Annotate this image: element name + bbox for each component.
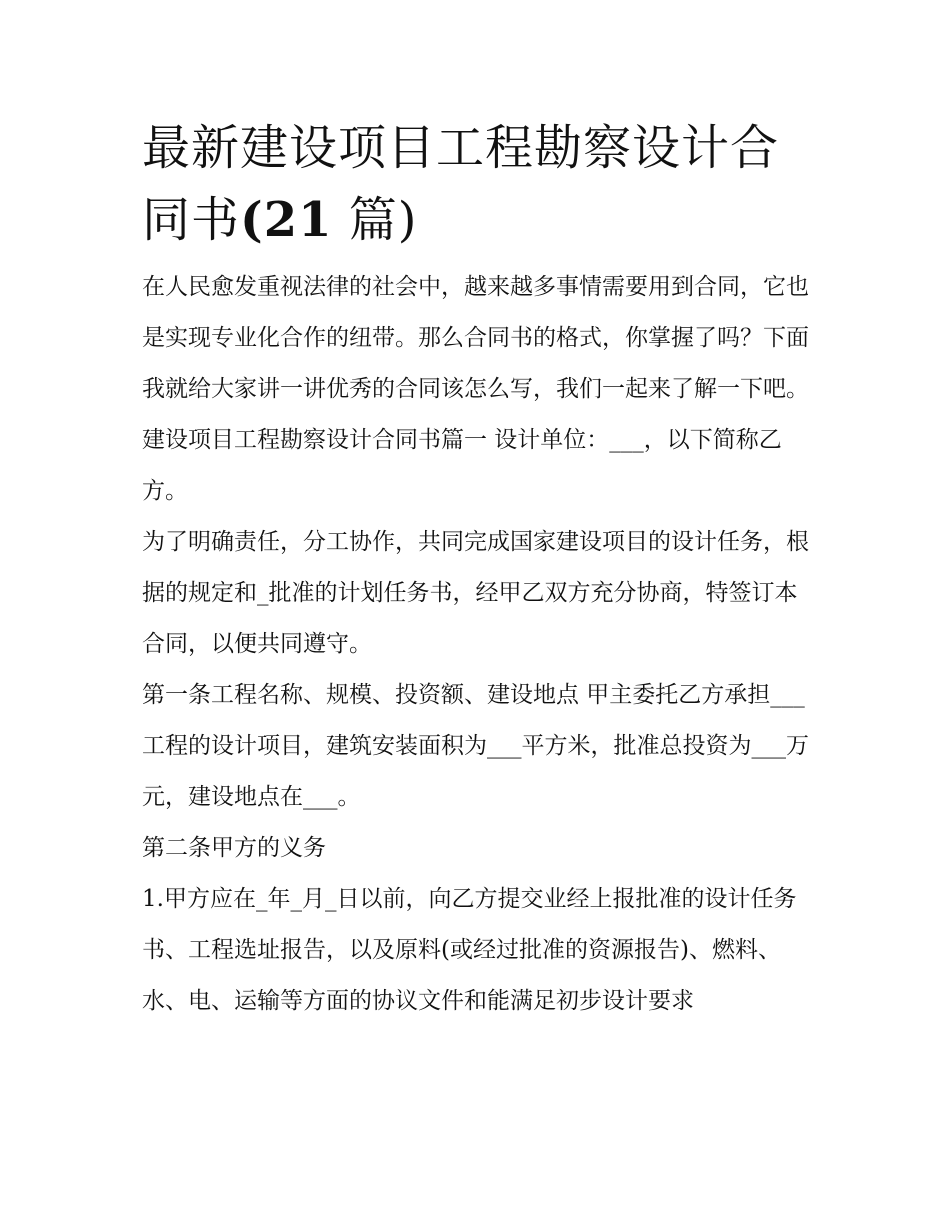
designer-paragraph: 建设项目工程勘察设计合同书篇一 设计单位：___，以下简称乙方。 [142, 427, 782, 504]
article-2-heading: 第二条甲方的义务 [142, 835, 326, 861]
purpose-paragraph: 为了明确责任，分工协作，共同完成国家建设项目的设计任务，根据的规定和_批准的计划任务书，经甲乙双方充分协商，特签订本合同，以便共同遵守。 [142, 529, 809, 657]
article-1-paragraph: 第一条工程名称、规模、投资额、建设地点 甲主委托乙方承担___工程的设计项目，建筑安装面积为___平方米，批准总投资为___万元，建设地点在___。 [142, 682, 809, 810]
document-body [142, 112, 814, 1027]
document-title [142, 112, 814, 256]
title-text-main: 最新建设项目工程勘察设计合同书 [142, 120, 780, 248]
intro-paragraph: 在人民愈发重视法律的社会中，越来越多事情需要用到合同，它也是实现专业化合作的纽带。那么合同书的格式，你掌握了吗？下面我就给大家讲一讲优秀的合同该怎么写，我们一起来了解一下吧。 [142, 274, 809, 402]
article-2-item-1-paragraph: 1.甲方应在_年_月_日以前，向乙方提交业经上报批准的设计任务书、工程选址报告，以及原料(或经过批准的资源报告)、燃料、水、电、运输等方面的协议文件和能满足初步设计要求 [142, 886, 797, 1014]
title-suffix: 篇) [348, 192, 418, 248]
title-count: (21 [240, 192, 333, 248]
